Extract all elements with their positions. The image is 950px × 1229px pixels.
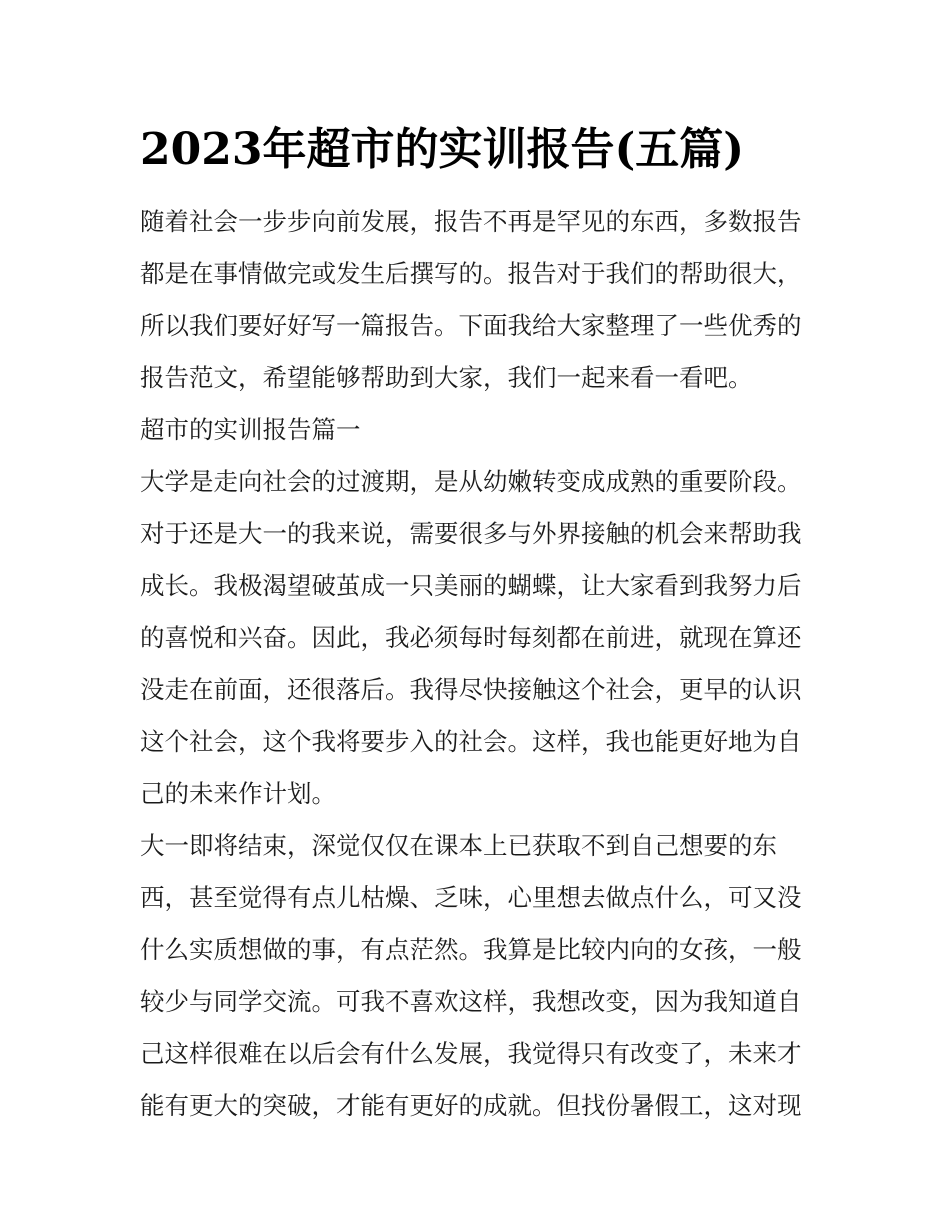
- body-line: 己这样很难在以后会有什么发展，我觉得只有改变了，未来才: [140, 1039, 802, 1068]
- body-line: 随着社会一步步向前发展，报告不再是罕见的东西，多数报告: [140, 207, 802, 236]
- body-line: 所以我们要好好写一篇报告。下面我给大家整理了一些优秀的: [140, 311, 802, 340]
- body-line: 对于还是大一的我来说，需要很多与外界接触的机会来帮助我: [140, 519, 802, 548]
- body-line: 能有更大的突破，才能有更好的成就。但找份暑假工，这对现: [140, 1091, 802, 1120]
- body-line: 的喜悦和兴奋。因此，我必须每时每刻都在前进，就现在算还: [140, 623, 802, 652]
- document-title: 2023年超市的实训报告(五篇): [140, 124, 745, 175]
- body-line: 都是在事情做完或发生后撰写的。报告对于我们的帮助很大，: [140, 259, 802, 288]
- document-body: [140, 196, 820, 1132]
- body-line: 较少与同学交流。可我不喜欢这样，我想改变，因为我知道自: [140, 987, 802, 1016]
- body-line: 己的未来作计划。: [140, 779, 336, 808]
- body-line: 大学是走向社会的过渡期，是从幼嫩转变成成熟的重要阶段。: [140, 467, 802, 496]
- body-line: 这个社会，这个我将要步入的社会。这样，我也能更好地为自: [140, 727, 802, 756]
- body-line: 什么实质想做的事，有点茫然。我算是比较内向的女孩，一般: [140, 935, 802, 964]
- body-line: 大一即将结束，深觉仅仅在课本上已获取不到自己想要的东: [140, 831, 777, 860]
- body-line: 西，甚至觉得有点儿枯燥、乏味，心里想去做点什么，可又没: [140, 883, 802, 912]
- body-line: 报告范文，希望能够帮助到大家，我们一起来看一看吧。: [140, 363, 753, 392]
- body-line: 成长。我极渴望破茧成一只美丽的蝴蝶，让大家看到我努力后: [140, 571, 802, 600]
- section-heading: 超市的实训报告篇一: [140, 415, 361, 444]
- body-line: 没走在前面，还很落后。我得尽快接触这个社会，更早的认识: [140, 675, 802, 704]
